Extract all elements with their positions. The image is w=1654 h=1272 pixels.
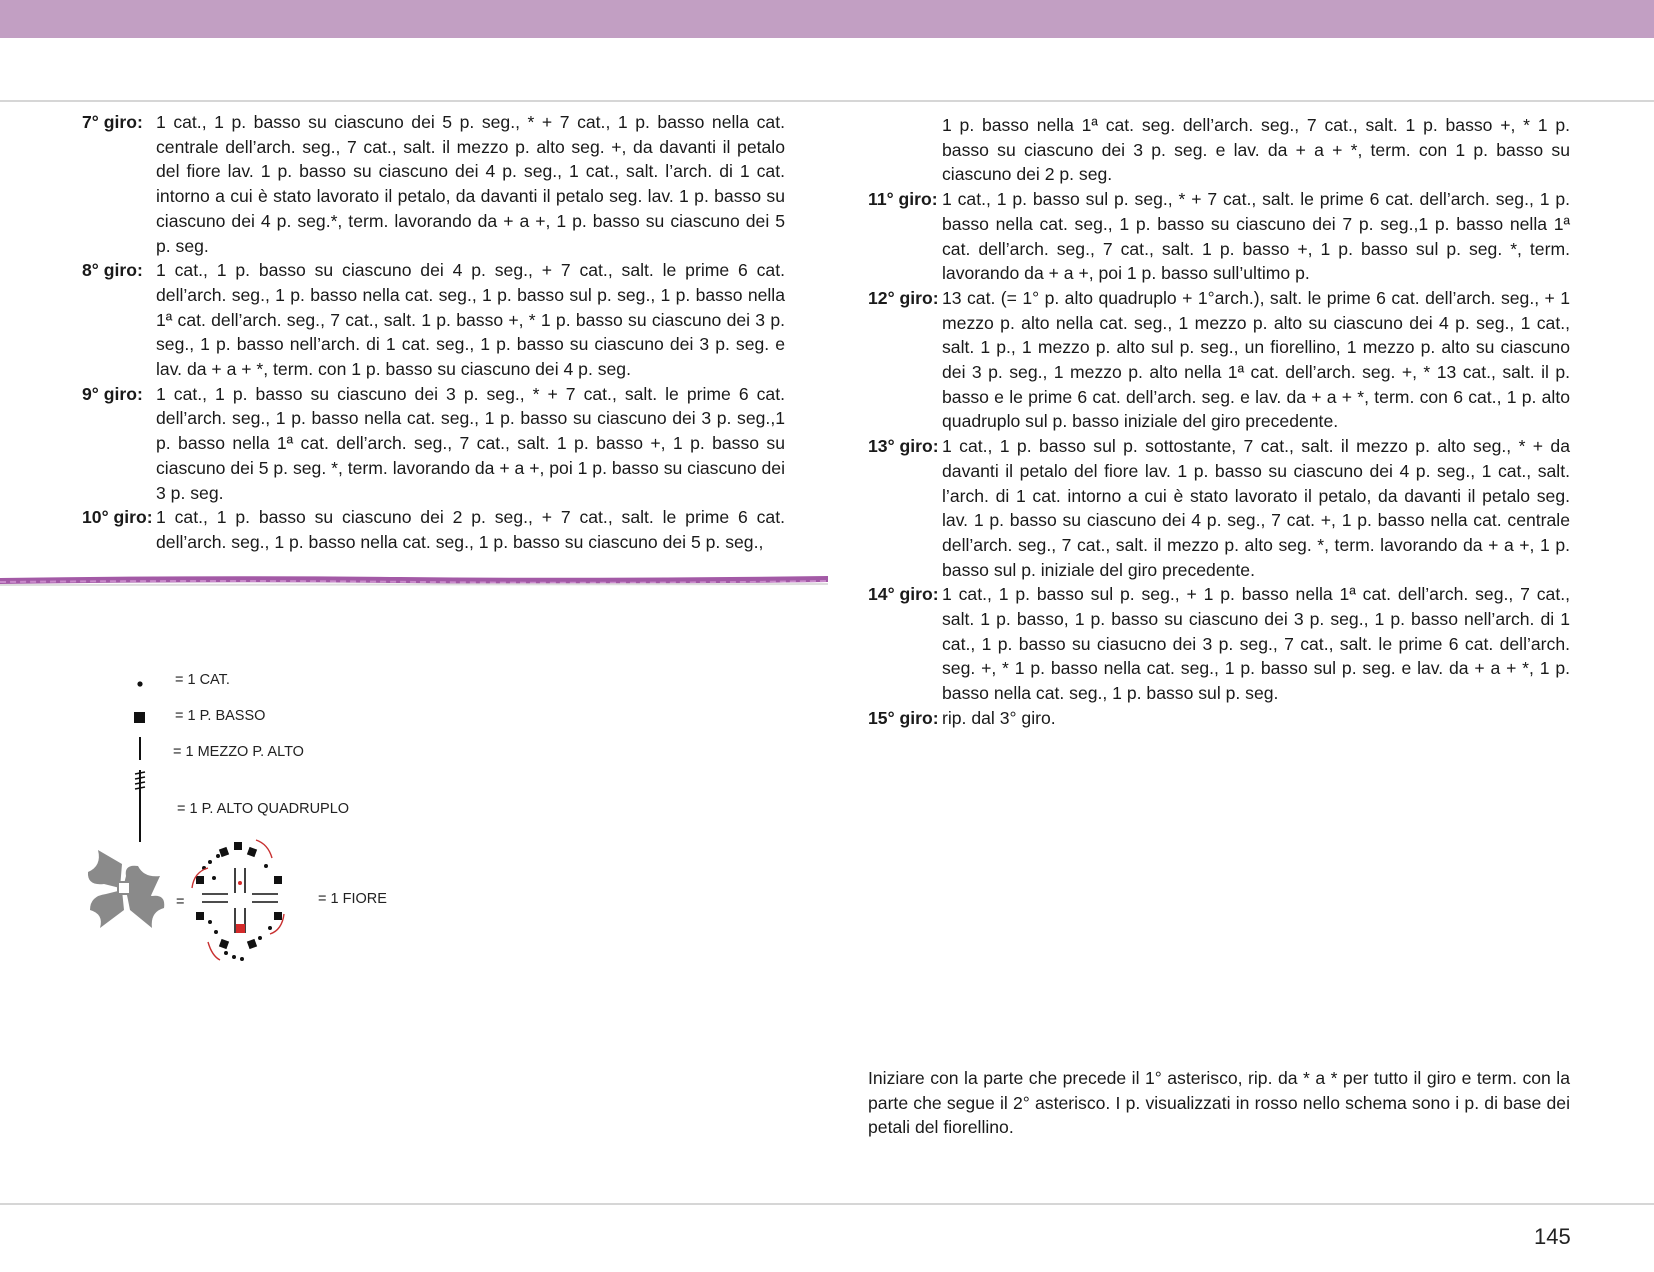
left-column	[82, 110, 785, 555]
round-9	[82, 382, 785, 506]
round-text: 1 cat., 1 p. basso sul p. seg., + 1 p. basso nella 1ª cat. dell’arch. seg., 7 cat., salt. 1 p. basso, 1 p. basso su ciascuno dei 3 p. seg., 1 p. basso nell’arch. di 1 cat., 1 p. basso su ciasucno dei 3 p. seg., 7 cat., salt. le prime 6 cat. dell’arch. seg. +, * 1 p. basso nella cat. seg., 1 p. basso sul p. seg. e lav. da + a + *, 1 p. basso nella cat. seg., 1 p. basso sul p. seg.	[942, 584, 1570, 704]
bottom-rule	[0, 1203, 1654, 1205]
round-text: 1 cat., 1 p. basso sul p. sottostante, 7 cat., salt. il mezzo p. alto seg., * + da davanti il petalo del fiore lav. 1 p. basso su ciascuno dei 4 p. seg., 1 cat., salt. l’arch. di 1 cat. intorno a cui è stato lavorato il petalo, da davanti il petalo seg. lav. 1 p. basso su ciascuno dei 4 p. seg., 7 cat. +, 1 p. basso nella cat. centrale dell’arch. seg., 7 cat., salt. il mezzo p. alto seg. *, term. lavorando da + a +, 1 p. basso sul p. iniziale del giro precedente.	[942, 436, 1570, 580]
round-text: 1 cat., 1 p. basso su ciascuno dei 3 p. seg., * + 7 cat., salt. le prime 6 cat. dell’arch. seg., 1 p. basso nella cat. seg., 1 p. basso su ciascuno dei 3 p. seg.,1 p. basso nella 1ª cat. dell’arch. seg., 7 cat., salt. 1 p. basso +, 1 p. basso su ciascuno dei 5 p. seg. *, term. lavorando da + a +, poi 1 p. basso su ciascuno dei 3 p. seg.	[156, 383, 785, 503]
header-band	[0, 0, 1654, 38]
round-7	[82, 110, 785, 258]
round-label: 8° giro:	[82, 260, 143, 281]
round-10-continuation: 1 p. basso nella 1ª cat. seg. dell’arch. seg., 7 cat., salt. 1 p. basso +, * 1 p. basso su ciascuno dei 3 p. seg. e lav. da + a + *, term. con 1 p. basso su ciascuno dei 2 p. seg.	[942, 115, 1570, 185]
top-rule	[0, 100, 1654, 102]
quadruple-treble-icon	[130, 768, 150, 844]
round-10	[82, 505, 785, 554]
flower-chart-icon	[192, 840, 284, 961]
round-13	[868, 434, 1570, 582]
round-label: 10° giro:	[82, 507, 153, 528]
yarn-divider	[0, 573, 828, 589]
round-text: 13 cat. (= 1° p. alto quadruplo + 1°arch.), salt. le prime 6 cat. dell’arch. seg., + 1 mezzo p. alto nella cat. seg., 1 mezzo p. alto su ciascuno dei 4 p. seg., 1 cat., salt. 1 p., 1 mezzo p. alto sul p. seg., un fiorellino, 1 mezzo p. alto su ciascuno dei 3 p. seg., 1 mezzo p. alto nella 1ª cat. dell’arch. seg. +, * 13 cat., salt. il p. basso e le prime 6 cat. dell’arch. seg. e lav. da + a + *, term. con 6 cat., 1 p. alto quadruplo sul p. basso iniziale del giro precedente.	[942, 287, 1570, 432]
pattern-note: Iniziare con la parte che precede il 1° asterisco, rip. da * a * per tutto il giro e term. con la parte che segue il 2° asterisco. I p. visualizzati in rosso nello schema sono i p. di base dei petali del fiorellino.	[868, 1068, 1570, 1138]
round-text: rip. dal 3° giro.	[942, 707, 1056, 728]
flower-symbol-icon	[88, 850, 164, 928]
round-label: 9° giro:	[82, 383, 143, 404]
round-label: 13° giro:	[868, 436, 939, 457]
legend-flower-equals: =	[176, 894, 185, 910]
round-text: 1 cat., 1 p. basso su ciascuno dei 2 p. seg., + 7 cat., salt. le prime 6 cat. dell’arch. seg., 1 p. basso nella cat. seg., 1 p. basso su ciascuno dei 5 p. seg.,	[156, 507, 785, 552]
page-number: 145	[1534, 1224, 1571, 1249]
flower-diagram	[82, 838, 322, 968]
legend-chain-label: = 1 CAT.	[175, 672, 230, 688]
round-text: 1 cat., 1 p. basso su ciascuno dei 4 p. seg., + 7 cat., salt. le prime 6 cat. dell’arch. seg., 1 p. basso nella cat. seg., 1 p. basso sul p. seg., 1 p. basso nella 1ª cat. dell’arch. seg., 7 cat., salt. 1 p. basso +, * 1 p. basso su ciascuno dei 3 p. seg., 1 p. basso nell’arch. di 1 cat. seg., 1 p. basso su ciascuno dei 3 p. seg. e lav. da + a + *, term. con 1 p. basso su ciascuno dei 4 p. seg.	[156, 260, 785, 380]
legend-quadruple-label: = 1 P. ALTO QUADRUPLO	[177, 801, 350, 817]
legend-single-label: = 1 P. BASSO	[175, 708, 266, 724]
round-8	[82, 258, 785, 382]
round-text: 1 cat., 1 p. basso su ciascuno dei 5 p. seg., * + 7 cat., 1 p. basso nella cat. centrale dell’arch. seg., 7 cat., salt. il mezzo p. alto seg. +, da davanti il petalo del fiore lav. 1 p. basso su ciascuno dei 4 p. seg., 1 cat., salt. l’arch. di 1 cat. intorno a cui è stato lavorato il petalo, da davanti il petalo seg. lav. 1 p. basso su ciascuno dei 4 p. seg.*, term. lavorando da + a +, 1 p. basso su ciascuno dei 5 p. seg.	[156, 112, 785, 256]
single-crochet-square-icon	[130, 708, 150, 728]
round-label: 14° giro:	[868, 584, 939, 605]
round-15	[868, 706, 1570, 731]
round-label: 11° giro:	[868, 189, 938, 210]
round-label: 7° giro:	[82, 112, 143, 132]
round-12	[868, 286, 1570, 434]
legend-flower-label: = 1 FIORE	[318, 891, 387, 907]
round-label: 12° giro:	[868, 287, 939, 308]
legend-half-double-label: = 1 MEZZO P. ALTO	[173, 744, 304, 760]
round-text: 1 cat., 1 p. basso sul p. seg., * + 7 cat., salt. le prime 6 cat. dell’arch. seg., 1 p. basso nella cat. seg., 1 p. basso su ciascuno dei 7 p. seg.,1 p. basso nella 1ª cat. dell’arch. seg., 7 cat., salt. 1 p. basso +, 1 p. basso sul p. seg. *, term. lavorando da + a +, poi 1 p. basso sull’ultimo p.	[942, 189, 1570, 284]
half-double-bar-icon	[132, 736, 148, 762]
round-label: 15° giro:	[868, 707, 939, 728]
round-14	[868, 582, 1570, 706]
right-column	[868, 113, 1570, 731]
chain-dot-icon	[130, 674, 150, 694]
round-11	[868, 187, 1570, 286]
